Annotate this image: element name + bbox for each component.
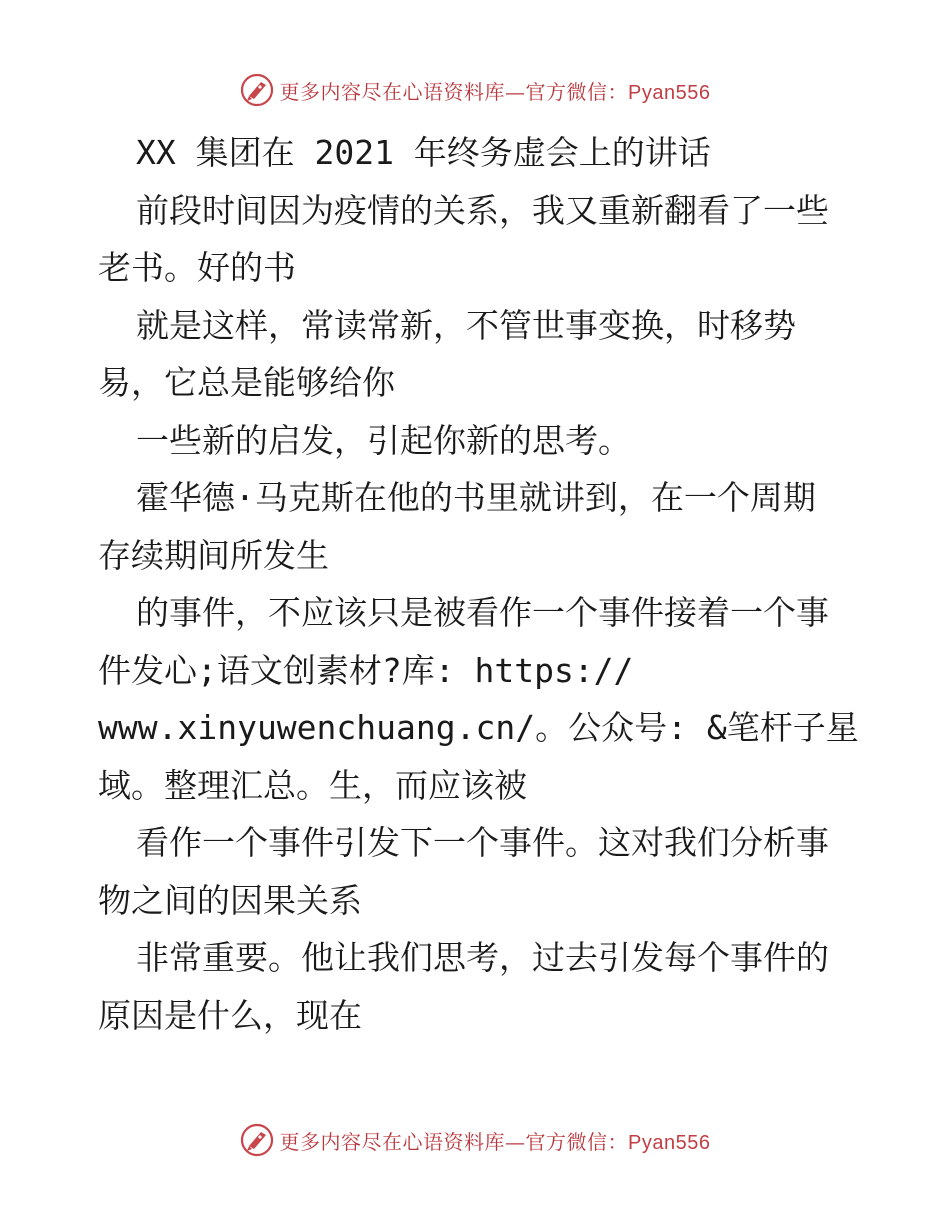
watermark-wechat-label: 官方微信：: [525, 1129, 629, 1154]
text-line: 一些新的启发，引起你新的思考。: [136, 420, 631, 460]
header-watermark: [0, 70, 950, 110]
text-line: 的事件，不应该只是被看作一个事件接着一个事: [136, 593, 829, 632]
text-line: 老书。好的书: [98, 248, 296, 287]
text-line: 件发心;语文创素材?库: https://: [98, 650, 634, 690]
text-line: 原因是什么，现在: [98, 995, 362, 1035]
watermark-wechat-id: Pyan556: [628, 1131, 711, 1154]
watermark-text: [280, 1126, 711, 1155]
text-line: www.xinyuwenchuang.cn/。公众号: &笔杆子星: [98, 708, 859, 747]
text-line: 就是这样，常读常新，不管世事变换，时移势: [136, 305, 796, 345]
text-line: 物之间的因果关系: [98, 880, 362, 920]
text-line: 霍华德·马克斯在他的书里就讲到，在一个周期: [136, 478, 816, 517]
footer-watermark: [0, 1120, 950, 1160]
watermark-text: [280, 76, 711, 105]
document-title: XX 集团在 2021 年终务虚会上的讲话: [136, 133, 711, 172]
text-line: 看作一个事件引发下一个事件。这对我们分析事: [136, 823, 829, 862]
watermark-separator: —: [505, 79, 526, 104]
text-line: 非常重要。他让我们思考，过去引发每个事件的: [136, 938, 829, 977]
text-line: 域。整理汇总。生，而应该被: [98, 765, 527, 805]
text-line: 存续期间所发生: [98, 535, 329, 575]
text-line: 易，它总是能够给你: [98, 363, 395, 402]
pen-nib-logo-icon: [240, 73, 274, 107]
watermark-brand: 更多内容尽在心语资料库: [279, 79, 506, 104]
watermark-wechat-label: 官方微信：: [525, 79, 629, 104]
watermark-separator: —: [505, 1129, 526, 1154]
watermark-brand: 更多内容尽在心语资料库: [279, 1129, 506, 1154]
document-body: [98, 124, 858, 1044]
pen-nib-logo-icon: [240, 1123, 274, 1157]
paragraph-lines: [98, 182, 858, 1045]
watermark-wechat-id: Pyan556: [628, 81, 711, 104]
text-line: 前段时间因为疫情的关系，我又重新翻看了一些: [136, 190, 829, 230]
